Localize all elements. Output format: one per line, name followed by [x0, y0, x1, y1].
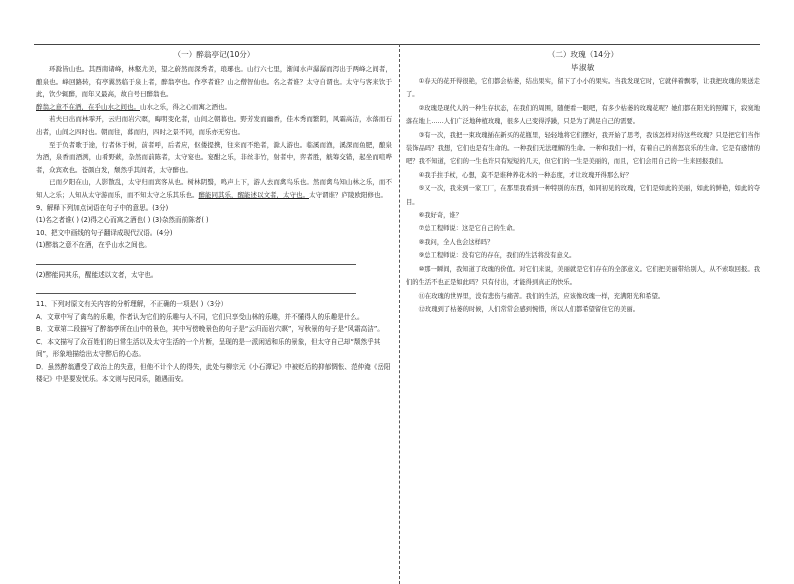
- option-b: B．文章第二段描写了醉翁亭所在山中的景色，其中写傍晚景色的句子是“云归而岩穴暝”，写秋景的句子是“风霜高洁”。: [36, 325, 384, 334]
- underlined-sentence: 醉能同其乐，醒能述以文者，: [198, 190, 283, 199]
- left-column: [36, 49, 392, 386]
- answer-line[interactable]: [36, 281, 356, 294]
- passage-paragraph: ⑤又一次，我来到一家工厂，在那里我看到一种特别的东西，如同初见的玫瑰，它们是如此的美丽，如此的鲜艳，如此的夺目。: [406, 185, 760, 206]
- passage-paragraph: ⑪在玫瑰的世界里，没有悲伤与痛苦。我们的生活，应该像玫瑰一样，充满阳光和希望。: [418, 292, 665, 300]
- passage-paragraph: ⑩那一瞬间，我知道了玫瑰的价值。对它们来说，美丽就是它们存在的全部意义。它们把美丽带给别人，从不索取回报。我们的生活不也正是如此吗？只有付出，才能得到真正的快乐。: [406, 265, 760, 287]
- question-9-items: (1)名之者谁( ) (2)得之心而寓之酒也( ) (3)杂然而前陈者( ): [36, 216, 209, 225]
- column-divider: [399, 44, 400, 584]
- question-9: 9、解释下列加点词语在句子中的意思。(3分): [36, 203, 169, 212]
- passage-paragraph: ③有一次，我把一束玫瑰插在新买的花瓶里，轻轻地将它们摆好，我开始了思考，我该怎样对待这些玫瑰？只是把它们当作装饰品吗？我想，它们也是有生命的。一种我们无法理解的生命。一种和我们一样，有着自己的喜怒哀乐的生命。它是有感情的吧？我不知道，它们的一生也许只有短短的几天，但它们的一生是美丽的，而且，它们会用自己的一生来回报我们。: [406, 131, 760, 166]
- passage-paragraph: ①春天的花开得很艳，它们都会枯萎，结出果实，留下了小小的果实。当我发现它时，它就伴着飘零，让我把玫瑰的果送走了。: [406, 78, 760, 99]
- passage-paragraph: ⑥我好奇，谁？: [418, 212, 463, 220]
- passage-paragraph: ⑧我问，全人也会这样吗？: [418, 238, 494, 246]
- author-name: 毕淑敏: [571, 63, 595, 72]
- passage-paragraph: 至于负者歌于途，行者休于树，前者呼，后者应，伛偻提携，往来而不绝者，滁人游也。临溪而渔，溪深而鱼肥，酿泉为酒，泉香而酒洌，山肴野蔌，杂然而前陈者，太守宴也。宴酣之乐，非丝非竹，射者中，弈者胜，觥筹交错，起坐而喧哗者，众宾欢也。苍颜白发，颓然乎其间者，太守醉也。: [36, 140, 392, 174]
- top-rule: [34, 44, 760, 45]
- answer-line[interactable]: [36, 252, 356, 265]
- question-10: 10、把文中画线的句子翻译成现代汉语。(4分): [36, 228, 173, 237]
- passage-paragraph: 环滁皆山也。其西南诸峰，林壑尤美，望之蔚然而深秀者，琅琊也。山行六七里，渐闻水声潺潺而泻出于两峰之间者，酿泉也。峰回路转，有亭翼然临于泉上者，醉翁亭也。作亭者谁？山之僧智仙也。名之者谁？太守自谓也。太守与客来饮于此，饮少辄醉，而年又最高，故自号曰醉翁也。: [36, 65, 392, 99]
- option-c: C．本文描写了众百姓们的日常生活以及太守生活的一个片断，呈现的是一派闲适和乐的景象，但太守自己却“颓然乎其间”，形象地描绘出太守醉后的心态。: [36, 337, 381, 359]
- section-title: （二）玫瑰（14分）: [547, 50, 619, 59]
- passage-paragraph: 醉翁之意不在酒，在乎山水之间也。山水之乐，得之心而寓之酒也。: [36, 102, 231, 111]
- question-11: 11、下列对原文有关内容的分析理解，不正确的一项是( )（3分）: [36, 300, 228, 309]
- passage-paragraph: ⑨总工程师说：没有它的存在，我们的生活将没有意义。: [418, 252, 576, 260]
- passage-paragraph: ⑦总工程师说：这是它自己的生命。: [418, 225, 519, 233]
- underlined-sentence: 醉翁之意不在酒，在乎山水之间也。: [36, 102, 140, 111]
- right-column: [406, 49, 760, 316]
- option-a: A．文章中写了禽鸟的乐趣，作者认为它们的乐趣与人不同，它们只享受山林的乐趣，并不懂得人的乐趣是什么。: [36, 312, 364, 321]
- passage-paragraph: 已而夕阳在山，人影散乱，太守归而宾客从也。树林阴翳，鸣声上下，游人去而禽鸟乐也。然而禽鸟知山林之乐，而不知人之乐；人知从太守游而乐，而不知太守之乐其乐也。醉能同其乐，醒能述以文者，太守也。太守谓谁？庐陵欧阳修也。: [36, 178, 392, 199]
- passage-paragraph: ④我手拄手杖，心想，莫不是谁种养花木的一种态度，才让玫瑰开得那么好？: [418, 171, 633, 179]
- option-d: D．虽然醉翁遭受了政治上的失意，但他不计个人的得失，此处与柳宗元《小石潭记》中被贬后的抑郁惆怅、范仲淹《岳阳楼记》中是要发忧乐。本文则与民同乐，随遇而安。: [36, 362, 391, 384]
- passage-paragraph: ⑫玫瑰到了枯萎的时候，人们常常会感到惋惜，所以人们都希望留住它的美丽。: [418, 305, 639, 313]
- question-10-1: (1)醉翁之意不在酒，在乎山水之间也。: [36, 241, 151, 250]
- question-10-2: (2)醉能同其乐，醒能述以文者，太守也。: [36, 270, 158, 279]
- passage-paragraph: ②玫瑰是现代人的一种生存状态，在我们的周围，随便看一眼吧，有多少枯萎的玫瑰花呢？她们都在阳光的照耀下，寂寞地落在地上……人们广泛地种植玫瑰，很多人已变得浮躁，只是为了满足自己的需要。: [406, 104, 760, 126]
- passage-paragraph: 若夫日出而林霏开，云归而岩穴暝，晦明变化者，山间之朝暮也。野芳发而幽香，佳木秀而繁阴，风霜高洁，水落而石出者，山间之四时也。朝而往，暮而归，四时之景不同，而乐亦无穷也。: [36, 115, 392, 136]
- section-title: （一）醉翁亭记(10分）: [173, 50, 255, 59]
